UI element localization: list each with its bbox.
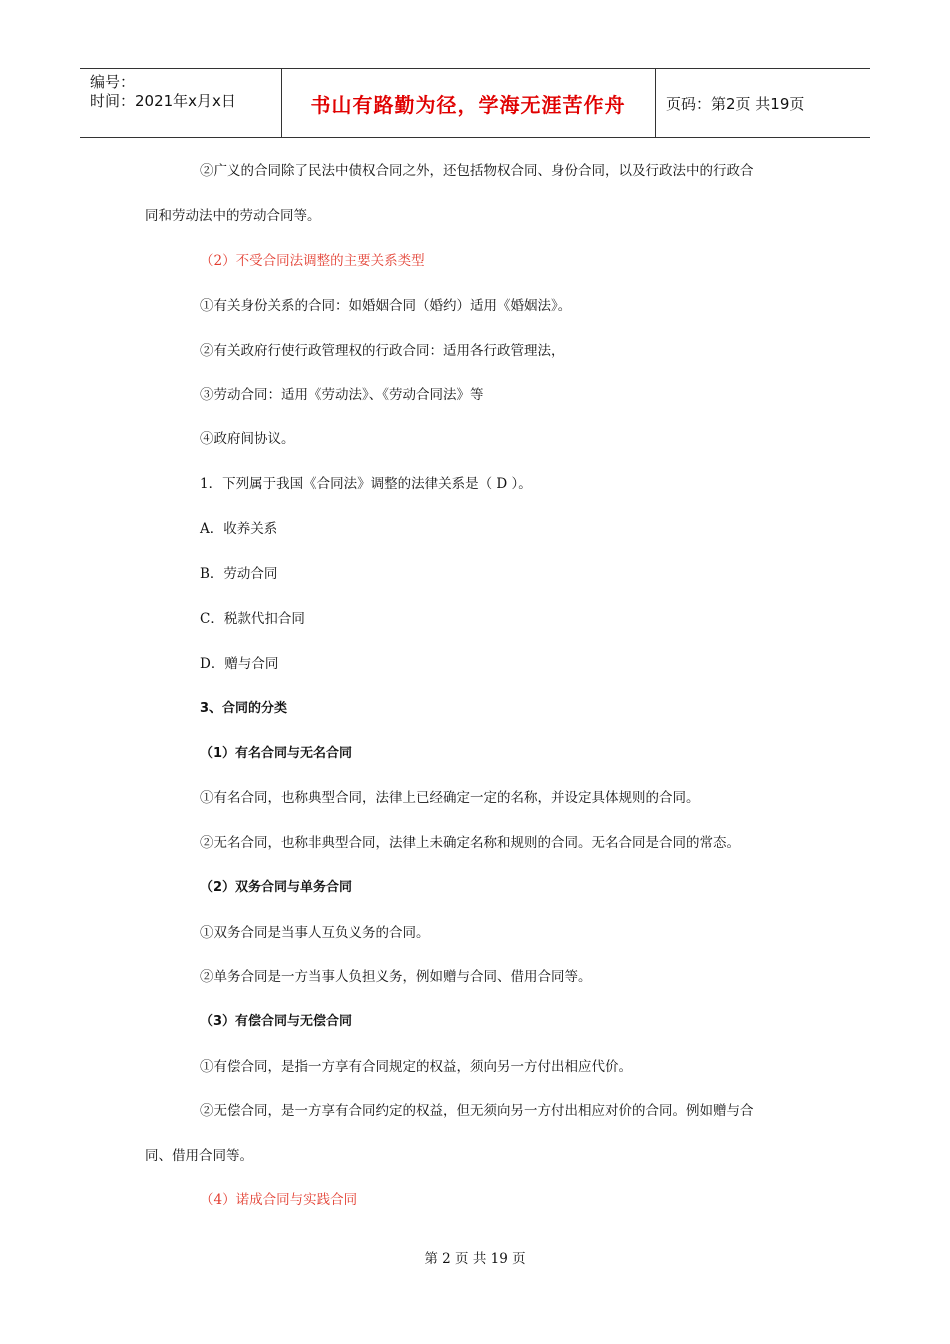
list-item: ④政府间协议。 <box>200 431 295 447</box>
subsection-heading: （1）有名合同与无名合同 <box>200 746 353 761</box>
time-label: 时间：2021年x月x日 <box>90 92 236 110</box>
page-footer: 第 2 页 共 19 页 <box>424 1251 526 1267</box>
option-b: B．劳动合同 <box>200 566 278 582</box>
list-item: ②有关政府行使行政管理权的行政合同：适用各行政管理法， <box>200 343 565 359</box>
paragraph-line: 同、借用合同等。 <box>145 1148 253 1164</box>
header-table <box>80 68 870 138</box>
subsection-heading: （2）双务合同与单务合同 <box>200 880 353 895</box>
option-d: D．赠与合同 <box>200 656 279 672</box>
list-item: ②无名合同，也称非典型合同，法律上未确定名称和规则的合同。无名合同是合同的常态。 <box>200 835 740 851</box>
header-divider <box>655 69 656 137</box>
list-item: ①有名合同，也称典型合同，法律上已经确定一定的名称，并设定具体规则的合同。 <box>200 790 700 806</box>
section-heading: 3、合同的分类 <box>200 701 288 716</box>
paragraph-line: ②广义的合同除了民法中债权合同之外，还包括物权合同、身份合同，以及行政法中的行政合 <box>200 163 754 179</box>
question: 1．下列属于我国《合同法》调整的法律关系是（ D ）。 <box>200 476 532 492</box>
header-motto: 书山有路勤为径，学海无涯苦作舟 <box>310 92 626 117</box>
list-item: ②单务合同是一方当事人负担义务，例如赠与合同、借用合同等。 <box>200 969 592 985</box>
option-a: A．收养关系 <box>200 521 278 537</box>
number-label: 编号： <box>90 73 136 91</box>
section-heading: （2）不受合同法调整的主要关系类型 <box>200 253 425 269</box>
option-c: C．税款代扣合同 <box>200 611 305 627</box>
subsection-heading: （3）有偿合同与无偿合同 <box>200 1014 353 1029</box>
list-item: ②无偿合同，是一方享有合同约定的权益，但无须向另一方付出相应对价的合同。例如赠与合 <box>200 1103 754 1119</box>
list-item: ①有关身份关系的合同：如婚姻合同（婚约）适用《婚姻法》。 <box>200 298 572 314</box>
header-meta <box>90 73 236 111</box>
list-item: ①有偿合同，是指一方享有合同规定的权益，须向另一方付出相应代价。 <box>200 1059 632 1075</box>
subsection-heading: （4）诺成合同与实践合同 <box>200 1192 358 1208</box>
paragraph-line: 同和劳动法中的劳动合同等。 <box>145 208 321 224</box>
list-item: ①双务合同是当事人互负义务的合同。 <box>200 925 430 941</box>
header-page-info: 页码：第2页 共19页 <box>666 94 805 113</box>
list-item: ③劳动合同：适用《劳动法》、《劳动合同法》等 <box>200 387 484 403</box>
